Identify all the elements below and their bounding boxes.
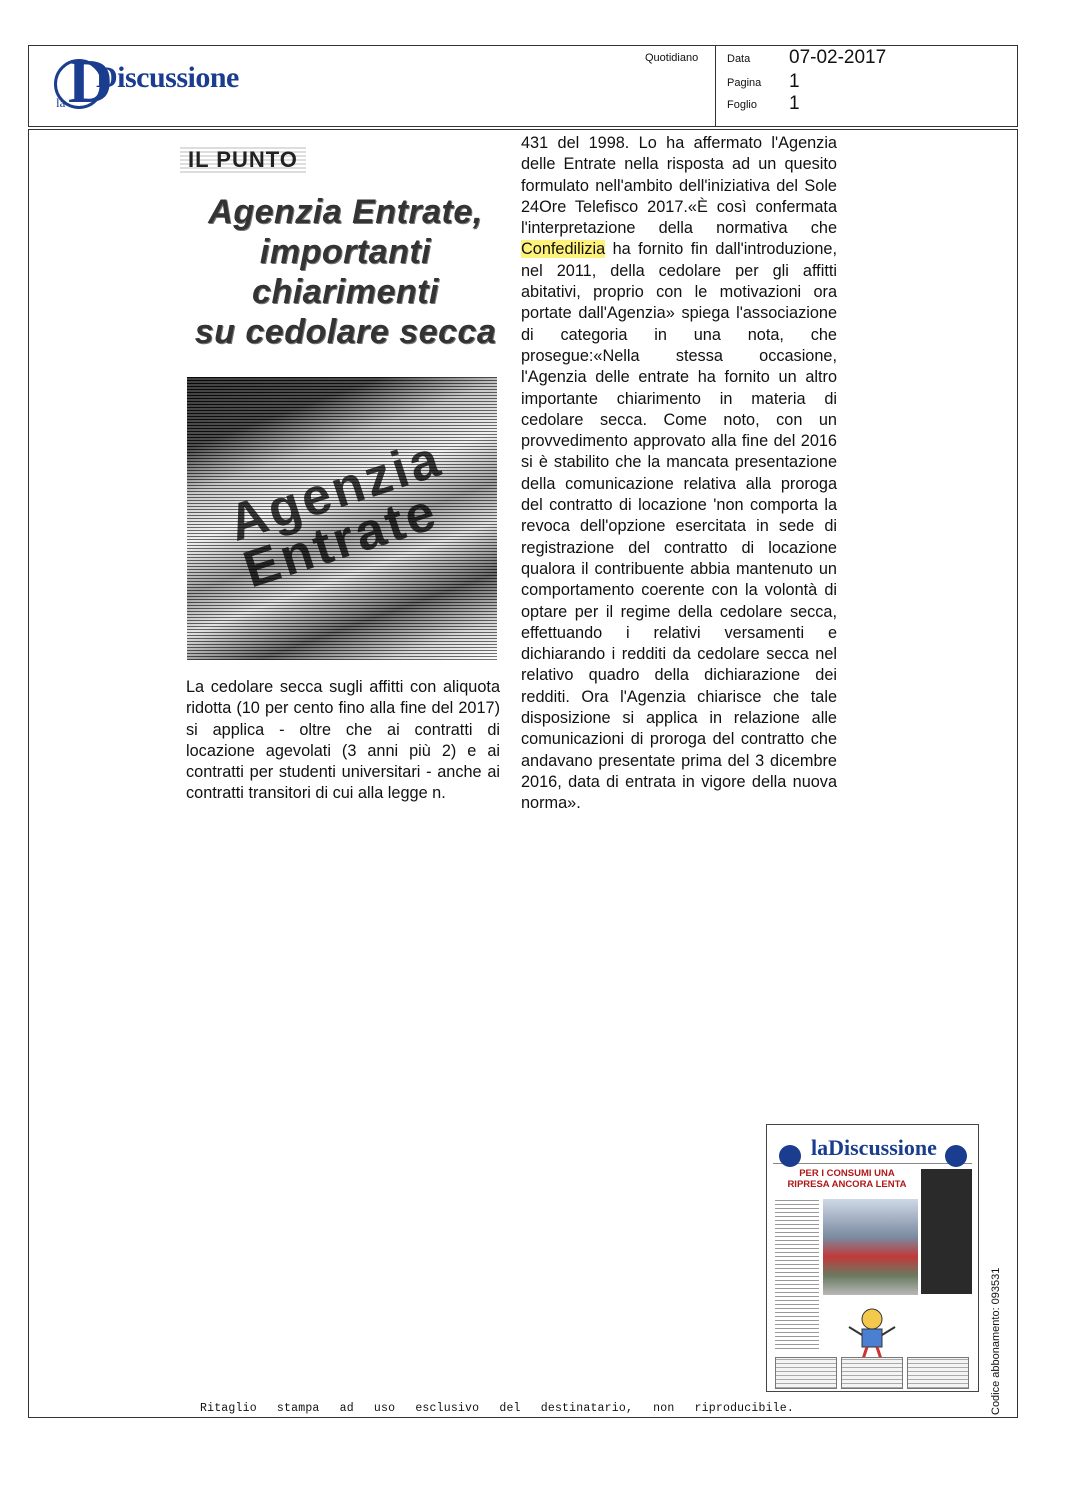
column-2-part-1: 431 del 1998. Lo ha affermato l'Agenzia delle Entrate nella risposta ad un quesito formulato nell'ambito dell'iniziativa del Sole 24Ore Telefisco 2017.«È così confermata l'interpretazione della normativa che	[521, 134, 837, 238]
publication-logo	[52, 48, 252, 116]
thumbnail-masthead	[773, 1133, 972, 1164]
meta-value-sheet: 1	[789, 93, 800, 114]
highlighted-keyword: Confedilizia	[521, 240, 606, 259]
subscription-code: Codice abbonamento: 093531	[990, 1267, 1002, 1415]
meta-label-page: Pagina	[727, 77, 762, 89]
column-1-text: La cedolare secca sugli affitti con aliquota ridotta (10 per cento fino alla fine del 2017) si applica - oltre che ai contratti di locazione agevolati (3 anni più 2) e ai contratti per studenti universitari - anche ai contratti transitori di cui alla legge n.	[186, 678, 500, 803]
front-page-thumbnail	[766, 1124, 979, 1392]
thumbnail-badge-right	[945, 1145, 967, 1167]
meta-value-page: 1	[789, 71, 800, 92]
thumbnail-badge-left	[779, 1145, 801, 1167]
thumbnail-box	[841, 1357, 903, 1389]
article-kicker: IL PUNTO	[180, 147, 306, 173]
article-photo	[187, 377, 497, 660]
meta-value-date: 07-02-2017	[789, 47, 887, 68]
header-divider	[715, 45, 716, 127]
thumbnail-box	[907, 1357, 969, 1389]
thumbnail-sidebar	[921, 1169, 972, 1294]
logo-wordmark: Discussione	[96, 61, 239, 94]
article-column-1	[186, 677, 500, 805]
column-2-part-2: ha fornito fin dall'introduzione, nel 2011, della cedolare per gli affitti abitativi, proprio con le motivazioni ora portate dall'Agenzia» spiega l'associazione di categoria in una nota, che prosegue:«Nella stessa occasione, l'Agenzia delle entrate ha fornito un altro importante chiarimento in materia di cedolare secca. Come noto, con un provvedimento approvato alla fine del 2016 si è stabilito che la mancata presentazione della comunicazione relativa alla proroga del contratto di locazione 'non comporta la revoca dell'opzione esercitata in sede di registrazione del contratto di locazione qualora il contribuente abbia mantenuto un comportamento coerente con la volontà di optare per il regime della cedolare secca, effettuando i relativi versamenti e dichiarando i redditi da cedolare secca nel relativo quadro della dichiarazione dei redditi. Ora l'Agenzia chiarisce che tale disposizione si applica in relazione alle comunicazioni di proroga del contratto che andavano presentate prima del 3 dicembre 2016, data di entrata in vigore della nuova norma».	[521, 240, 837, 813]
thumbnail-brand: laDiscussione	[811, 1135, 937, 1160]
article-headline	[188, 192, 503, 352]
footer-notice: Ritaglio stampa ad uso esclusivo del destinatario, non riproducibile.	[200, 1402, 794, 1415]
logo-prefix: la	[56, 95, 66, 110]
thumbnail-box	[775, 1357, 837, 1389]
column-2-text	[521, 133, 837, 815]
thumbnail-text-column	[775, 1199, 819, 1349]
thumbnail-cartoon	[837, 1301, 907, 1361]
photo-sign-text: Agenzia Entrate	[221, 429, 450, 600]
headline-line: Agenzia Entrate,	[208, 193, 483, 231]
meta-label-date: Data	[727, 53, 751, 65]
headline-line: su cedolare secca	[194, 313, 497, 352]
meta-label-sheet: Foglio	[727, 99, 757, 111]
publication-type: Quotidiano	[645, 52, 699, 64]
thumbnail-photo	[823, 1199, 918, 1295]
thumbnail-headline: PER I CONSUMI UNA RIPRESA ANCORA LENTA	[787, 1168, 907, 1190]
logo-initial: D	[68, 48, 113, 116]
headline-line: importanti chiarimenti	[252, 233, 439, 312]
article-column-2	[521, 133, 837, 815]
